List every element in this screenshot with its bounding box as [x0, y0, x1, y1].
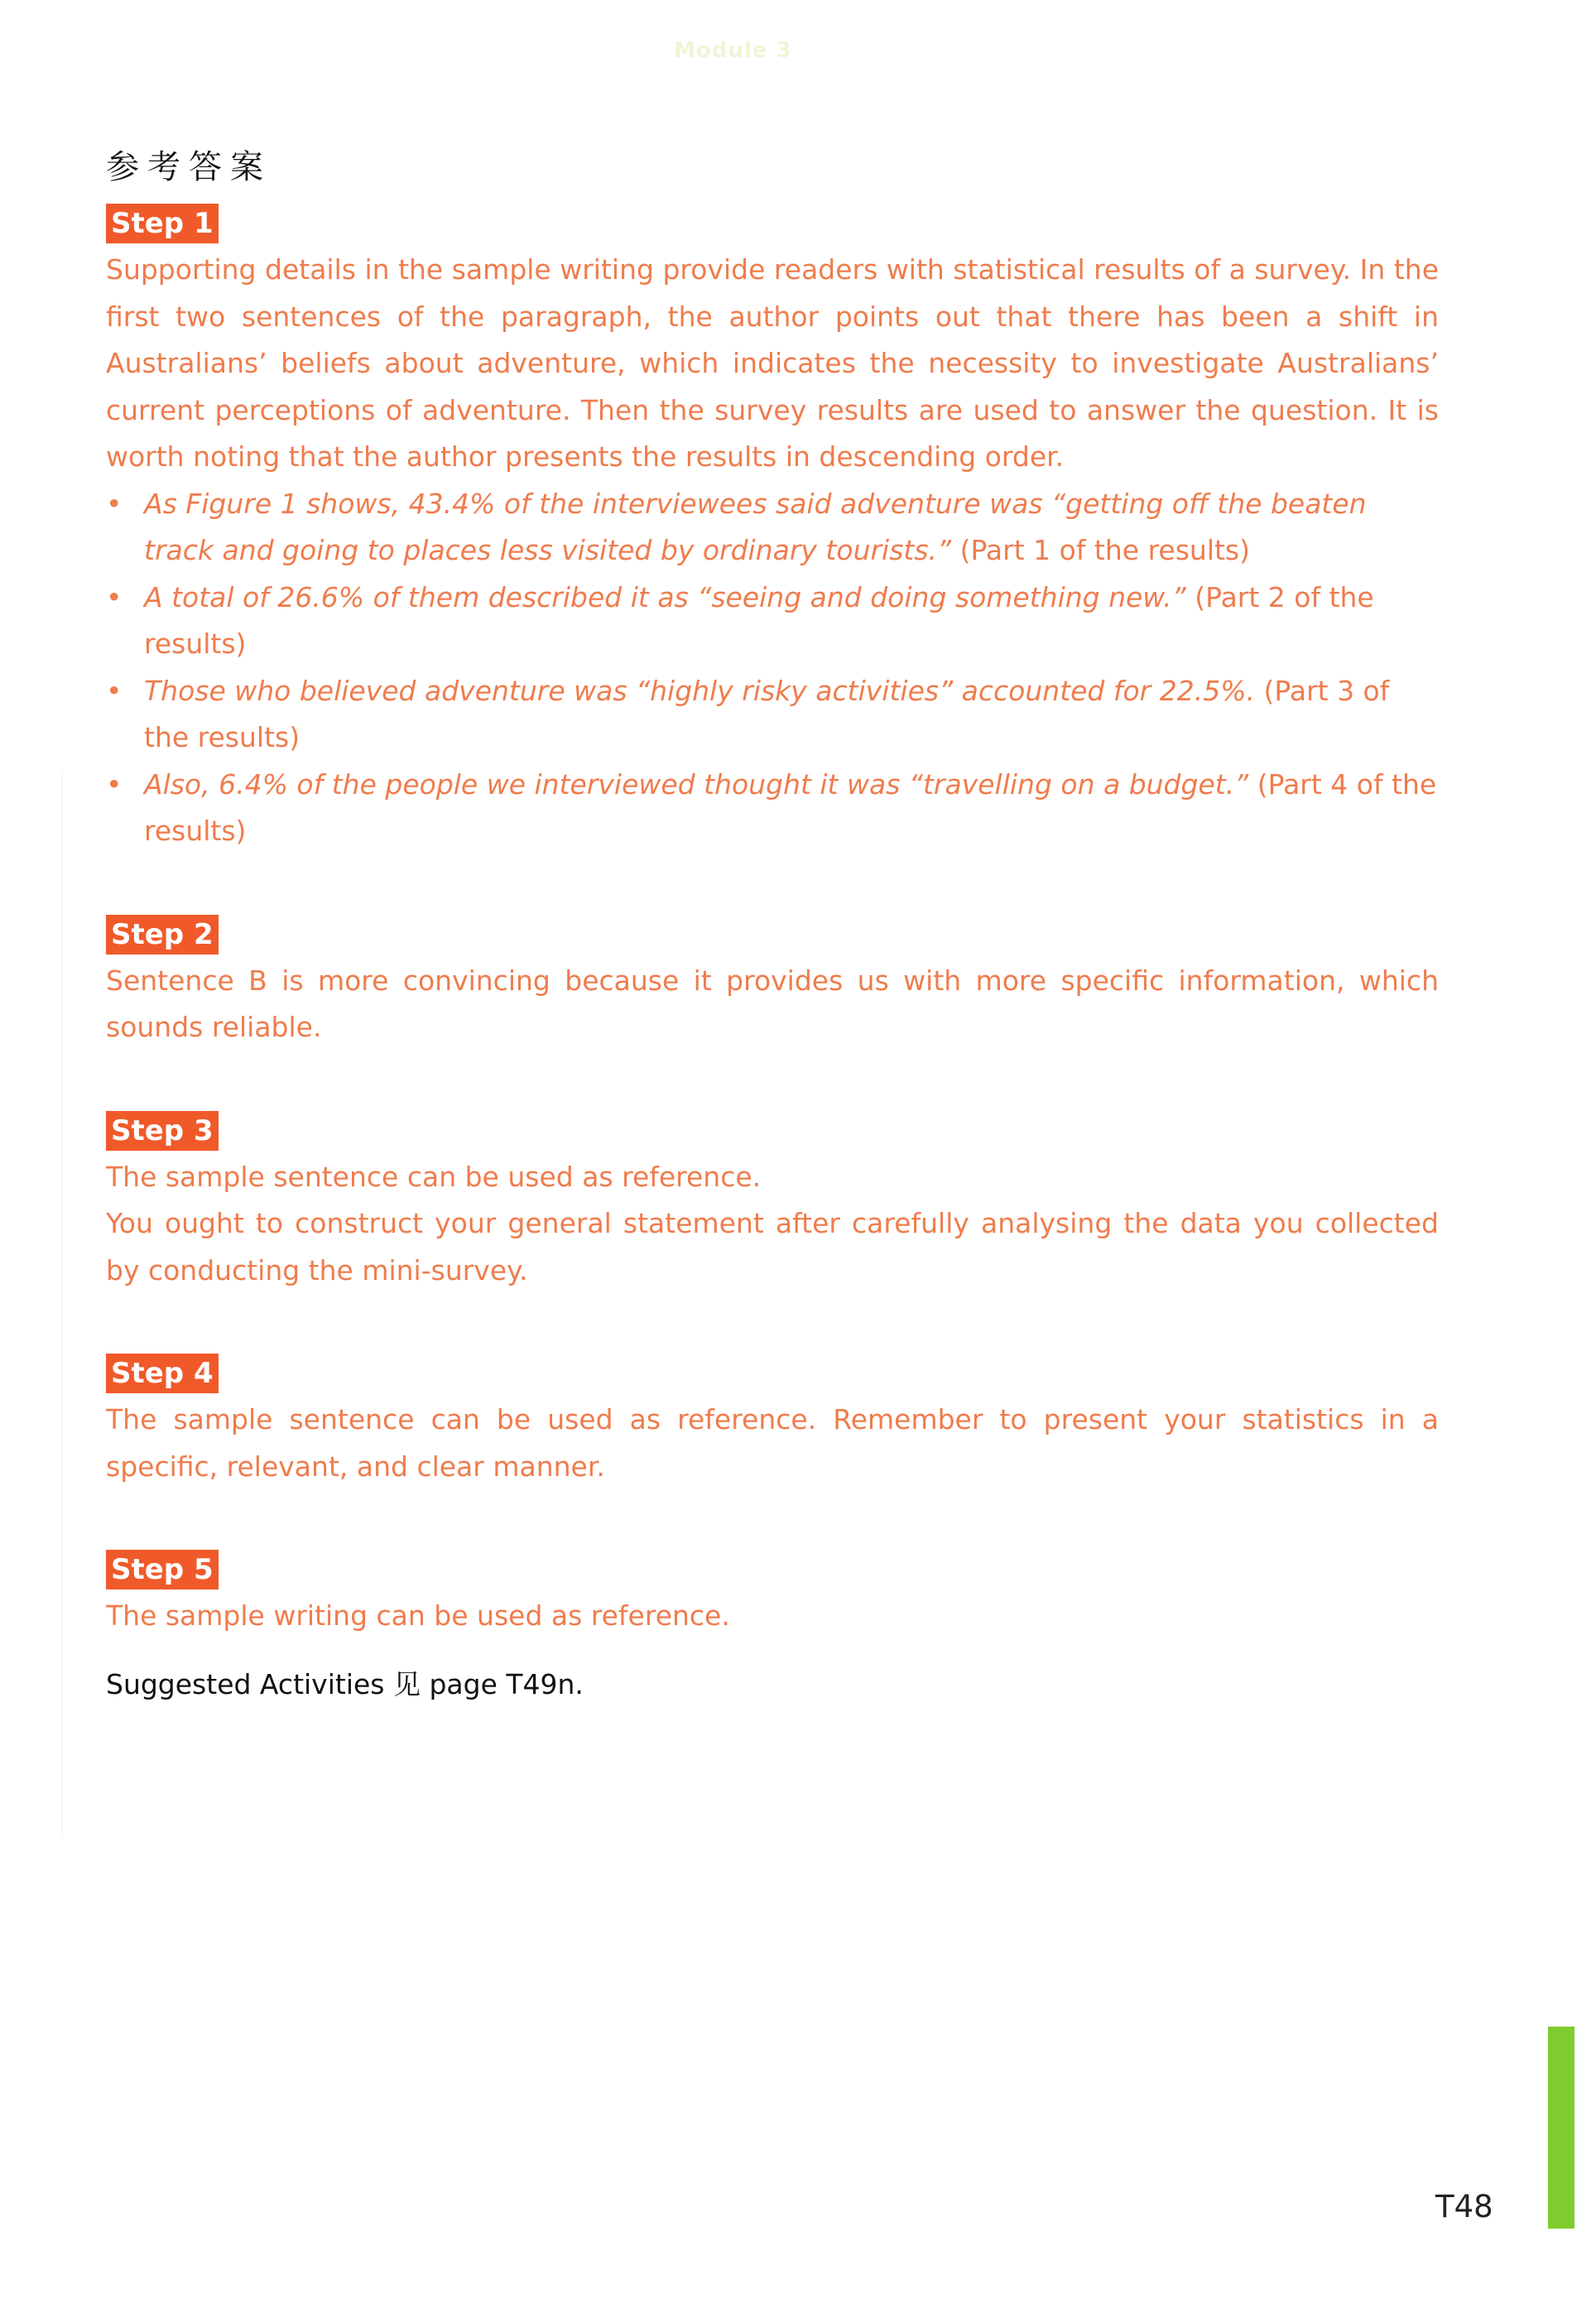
bullet-item	[106, 668, 1439, 762]
step-2-block	[106, 915, 1439, 1051]
page-edge-shadow	[61, 770, 63, 1838]
suggested-activities-note: Suggested Activities 见 page T49n.	[106, 1667, 584, 1700]
step-3-paragraph-1: The sample sentence can be used as reference.	[106, 1160, 762, 1193]
step-1-paragraph: Supporting details in the sample writing provide readers with statistical results of a survey. In the first two sentences of the paragraph, the author points out that there has been a shift in Australians’ beliefs about adventure, which indicates the necessity to investigate Australians’ current perceptions of adventure. Then the survey results are used to answer the question. It is worth noting that the author presents the results in descending order.	[106, 253, 1439, 473]
bullet-note: (Part 4 of the results)	[144, 767, 1437, 847]
step-2-badge: Step 2	[106, 915, 219, 955]
running-header: Module 3	[674, 38, 792, 63]
step-1-block	[106, 204, 1439, 855]
bullet-item	[106, 762, 1439, 855]
step-2-paragraph: Sentence B is more convincing because it provides us with more specific information, which sounds reliable.	[106, 964, 1439, 1043]
step-5-block	[106, 1550, 1439, 1640]
bullet-quote: Also, 6.4% of the people we interviewed thought it was “travelling on a budget.”	[144, 767, 1249, 801]
step-3-block	[106, 1111, 1439, 1295]
bullet-note: (Part 2 of the results)	[144, 580, 1374, 660]
bullet-note: (Part 3 of the results)	[144, 674, 1390, 753]
answer-key-content	[106, 147, 1439, 1708]
section-title: 参考答案	[106, 148, 272, 186]
step-3-badge: Step 3	[106, 1111, 219, 1151]
bullet-item	[106, 575, 1439, 668]
page-number: T48	[1435, 2189, 1493, 2224]
step-4-paragraph: The sample sentence can be used as reference. Remember to present your statistics in a specific, relevant, and clear manner.	[106, 1403, 1439, 1483]
bullet-quote: A total of 26.6% of them described it as “seeing and doing something new.”	[144, 580, 1186, 613]
step-5-badge: Step 5	[106, 1550, 219, 1589]
step-3-paragraph-2: You ought to construct your general statement after carefully analysing the data you collected by conducting the mini-survey.	[106, 1207, 1439, 1286]
step-5-paragraph: The sample writing can be used as reference.	[106, 1599, 730, 1632]
step-4-badge: Step 4	[106, 1354, 219, 1393]
step-1-badge: Step 1	[106, 204, 219, 243]
bullet-item	[106, 481, 1439, 575]
bullet-note: (Part 1 of the results)	[951, 534, 1250, 566]
bullet-quote: Those who believed adventure was “highly risky activities” accounted for 22.5%.	[144, 674, 1256, 707]
step-4-block	[106, 1354, 1439, 1490]
bullet-quote: As Figure 1 shows, 43.4% of the interviewees said adventure was “getting off the beaten track and going to places less visited by ordinary tourists.”	[144, 487, 1367, 566]
page-edge-tab	[1548, 2027, 1574, 2229]
step-1-bullet-list	[106, 481, 1439, 855]
